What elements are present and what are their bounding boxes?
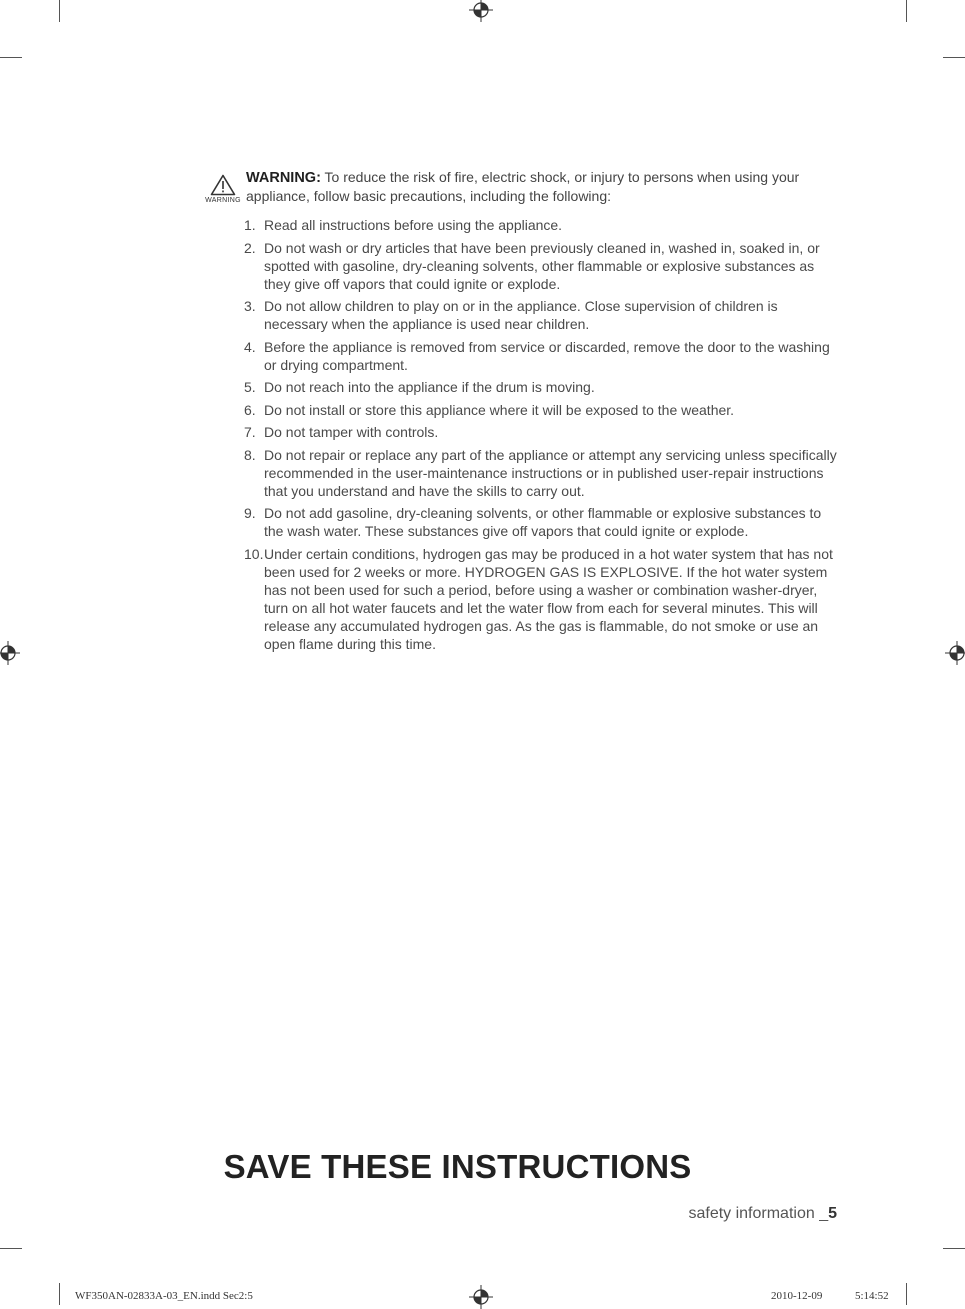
item-number: 9. bbox=[244, 505, 256, 521]
crop-mark bbox=[906, 1283, 907, 1305]
slug-date: 2010-12-09 bbox=[771, 1290, 823, 1302]
list-item bbox=[244, 545, 844, 653]
item-text: Do not allow children to play on or in the appliance. Close supervision of children is necessary when the appliance is used near children. bbox=[264, 298, 778, 332]
instruction-list bbox=[244, 216, 844, 657]
registration-mark-icon bbox=[0, 641, 20, 665]
list-item bbox=[244, 401, 844, 419]
warning-block bbox=[203, 168, 843, 205]
crop-mark bbox=[0, 57, 22, 58]
item-number: 10. bbox=[244, 545, 264, 562]
warning-triangle-icon bbox=[210, 174, 236, 196]
item-text: Do not repair or replace any part of the appliance or attempt any servicing unless specifically recommended in the user-maintenance instructions or in published user-repair instructions that you understand and have the skills to carry out. bbox=[264, 446, 837, 499]
registration-mark-icon bbox=[945, 641, 965, 665]
page-number: 5 bbox=[828, 1205, 837, 1222]
list-item bbox=[244, 378, 844, 396]
warning-symbol bbox=[203, 174, 243, 204]
save-instructions-heading: SAVE THESE INSTRUCTIONS bbox=[223, 1148, 692, 1185]
registration-mark-icon bbox=[469, 1285, 493, 1309]
item-number: 2. bbox=[244, 239, 256, 256]
crop-mark bbox=[906, 0, 907, 22]
warning-keyword: WARNING: bbox=[246, 170, 321, 186]
slug-filename: WF350AN-02833A-03_EN.indd Sec2:5 bbox=[75, 1290, 253, 1302]
list-item bbox=[244, 239, 844, 293]
crop-mark bbox=[943, 57, 965, 58]
list-item bbox=[244, 297, 844, 333]
item-number: 4. bbox=[244, 338, 256, 355]
item-number: 7. bbox=[244, 424, 256, 440]
list-item bbox=[244, 216, 844, 234]
list-item bbox=[244, 338, 844, 374]
section-name: safety information _ bbox=[688, 1205, 829, 1222]
item-text: Under certain conditions, hydrogen gas may be produced in a hot water system that has not been used for 2 weeks or more. HYDROGEN GAS IS EXPLOSIVE. If the hot water system has not been used for such a period, before using a washer or combination washer-dryer, turn on all hot water faucets and let the water flow from each for several minutes. This will release any accumulated hydrogen gas. As the gas is flammable, do not smoke or use an open flame during this time. bbox=[264, 545, 833, 652]
slug-time: 5:14:52 bbox=[855, 1290, 889, 1302]
crop-mark bbox=[59, 1283, 60, 1305]
item-number: 1. bbox=[244, 217, 256, 233]
item-text: Do not install or store this appliance where it will be exposed to the weather. bbox=[264, 401, 735, 418]
item-text: Do not reach into the appliance if the drum is moving. bbox=[264, 379, 595, 395]
item-text: Do not tamper with controls. bbox=[264, 424, 439, 440]
crop-mark bbox=[59, 0, 60, 22]
item-text: Read all instructions before using the appliance. bbox=[264, 217, 563, 233]
item-text: Do not add gasoline, dry-cleaning solvents, or other flammable or explosive substances to the wash water. These substances give off vapors that could ignite or explode. bbox=[264, 505, 822, 539]
crop-mark bbox=[0, 1248, 22, 1249]
item-number: 8. bbox=[244, 446, 256, 463]
item-number: 5. bbox=[244, 379, 256, 395]
item-text: Do not wash or dry articles that have been previously cleaned in, washed in, soaked in, or spotted with gasoline, dry-cleaning solvents, other flammable or explosive substances as they give off vapors that could ignite or explode. bbox=[264, 239, 820, 292]
warning-body: To reduce the risk of fire, electric shock, or injury to persons when using your appliance, follow basic precautions, including the following: bbox=[246, 169, 800, 204]
page-footer bbox=[688, 1205, 837, 1223]
warning-icon-label: WARNING bbox=[205, 197, 241, 204]
item-text: Before the appliance is removed from service or discarded, remove the door to the washing or drying compartment. bbox=[264, 338, 830, 373]
item-number: 3. bbox=[244, 298, 256, 314]
warning-text bbox=[246, 168, 843, 205]
list-item bbox=[244, 446, 844, 500]
item-number: 6. bbox=[244, 401, 256, 418]
list-item bbox=[244, 423, 844, 441]
registration-mark-icon bbox=[469, 0, 493, 22]
crop-mark bbox=[943, 1248, 965, 1249]
list-item bbox=[244, 504, 844, 540]
